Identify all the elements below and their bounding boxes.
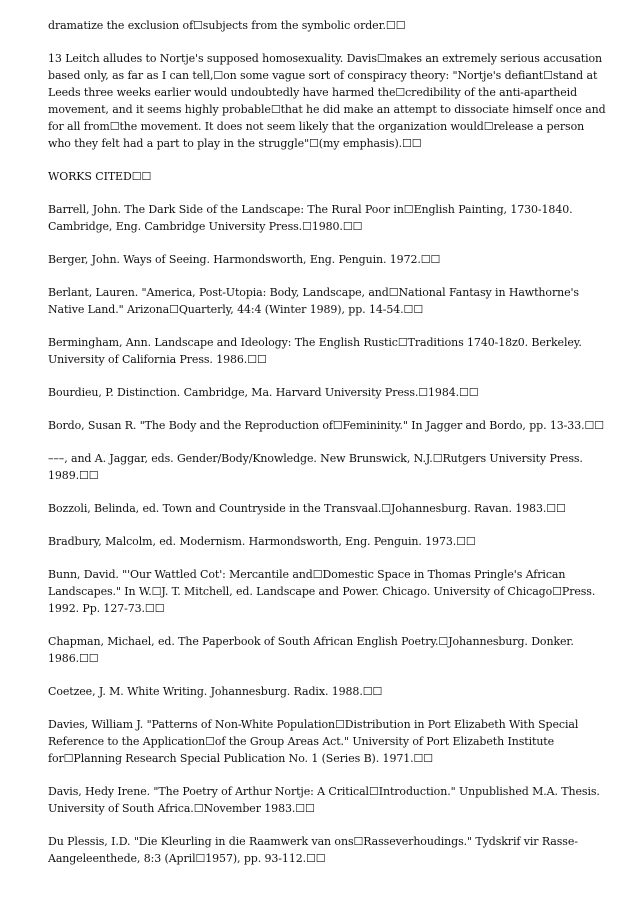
citation-entry: Barrell, John. The Dark Side of the Landscape: The Rural Poor in☐English Painting, 1730-1840. Cambridge, Eng. Cambridge University Press.☐1980.☐☐ <box>48 203 573 233</box>
citation-entry: Bordo, Susan R. "The Body and the Reproduction of☐Femininity." In Jagger and Bordo, pp. 13-33.☐☐ <box>48 419 605 432</box>
citation-entry: Davies, William J. "Patterns of Non-White Population☐Distribution in Port Elizabeth With Special Reference to the Application☐of the Group Areas Act." University of Port Elizabeth Institute for☐Planning Research Special Publication No. 1 (Series B). 1971.☐☐ <box>48 718 579 765</box>
citation-entry: Bunn, David. "'Our Wattled Cot': Mercantile and☐Domestic Space in Thomas Pringle's African Landscapes." In W.☐J. T. Mitchell, ed. Landscape and Power. Chicago. University of Chicago☐Press. 1992. Pp. 127-73.☐☐ <box>48 568 596 615</box>
footnote-13: 13 Leitch alludes to Nortje's supposed homosexuality. Davis☐makes an extremely serious accusation based only, as far as I can tell,☐on some vague sort of conspiracy theory: "Nortje's defiant☐stand at Leeds three weeks earlier would undoubtedly have harmed the☐credibility of the anti-apartheid movement, and it seems highly probable☐that he did make an attempt to dissociate himself once and for all from☐the movement. It does not seem likely that the organization would☐release a person who they felt had a part to play in the struggle"☐(my emphasis).☐☐ <box>48 52 606 150</box>
document-page <box>48 17 608 883</box>
works-cited-heading: WORKS CITED☐☐ <box>48 170 152 183</box>
citation-entry: Du Plessis, I.D. "Die Kleurling in die Raamwerk van ons☐Rasseverhoudings." Tydskrif vir Rasse-Aangeleenthede, 8:3 (April☐1957), pp. 93-112.☐☐ <box>48 835 578 865</box>
citation-entry: –––, and A. Jaggar, eds. Gender/Body/Knowledge. New Brunswick, N.J.☐Rutgers University Press. 1989.☐☐ <box>48 452 583 482</box>
citation-entry: Bradbury, Malcolm, ed. Modernism. Harmondsworth, Eng. Penguin. 1973.☐☐ <box>48 535 476 548</box>
citation-entry: Davis, Hedy Irene. "The Poetry of Arthur Nortje: A Critical☐Introduction." Unpublished M.A. Thesis. University of South Africa.☐November 1983.☐☐ <box>48 785 600 815</box>
citation-entry: Coetzee, J. M. White Writing. Johannesburg. Radix. 1988.☐☐ <box>48 685 383 698</box>
citation-entry: Bozzoli, Belinda, ed. Town and Countryside in the Transvaal.☐Johannesburg. Ravan. 1983.☐☐ <box>48 502 566 515</box>
citation-entry: Bermingham, Ann. Landscape and Ideology: The English Rustic☐Traditions 1740-18z0. Berkeley. University of California Press. 1986.☐☐ <box>48 336 582 366</box>
citation-entry: Bourdieu, P. Distinction. Cambridge, Ma. Harvard University Press.☐1984.☐☐ <box>48 386 479 399</box>
citation-entry: Chapman, Michael, ed. The Paperbook of South African English Poetry.☐Johannesburg. Donker. 1986.☐☐ <box>48 635 574 665</box>
citation-entry: Berlant, Lauren. "America, Post-Utopia: Body, Landscape, and☐National Fantasy in Hawthorne's Native Land." Arizona☐Quarterly, 44:4 (Winter 1989), pp. 14-54.☐☐ <box>48 286 579 316</box>
citation-entry: Berger, John. Ways of Seeing. Harmondsworth, Eng. Penguin. 1972.☐☐ <box>48 253 441 266</box>
opening-line: dramatize the exclusion of☐subjects from the symbolic order.☐☐ <box>48 19 406 32</box>
